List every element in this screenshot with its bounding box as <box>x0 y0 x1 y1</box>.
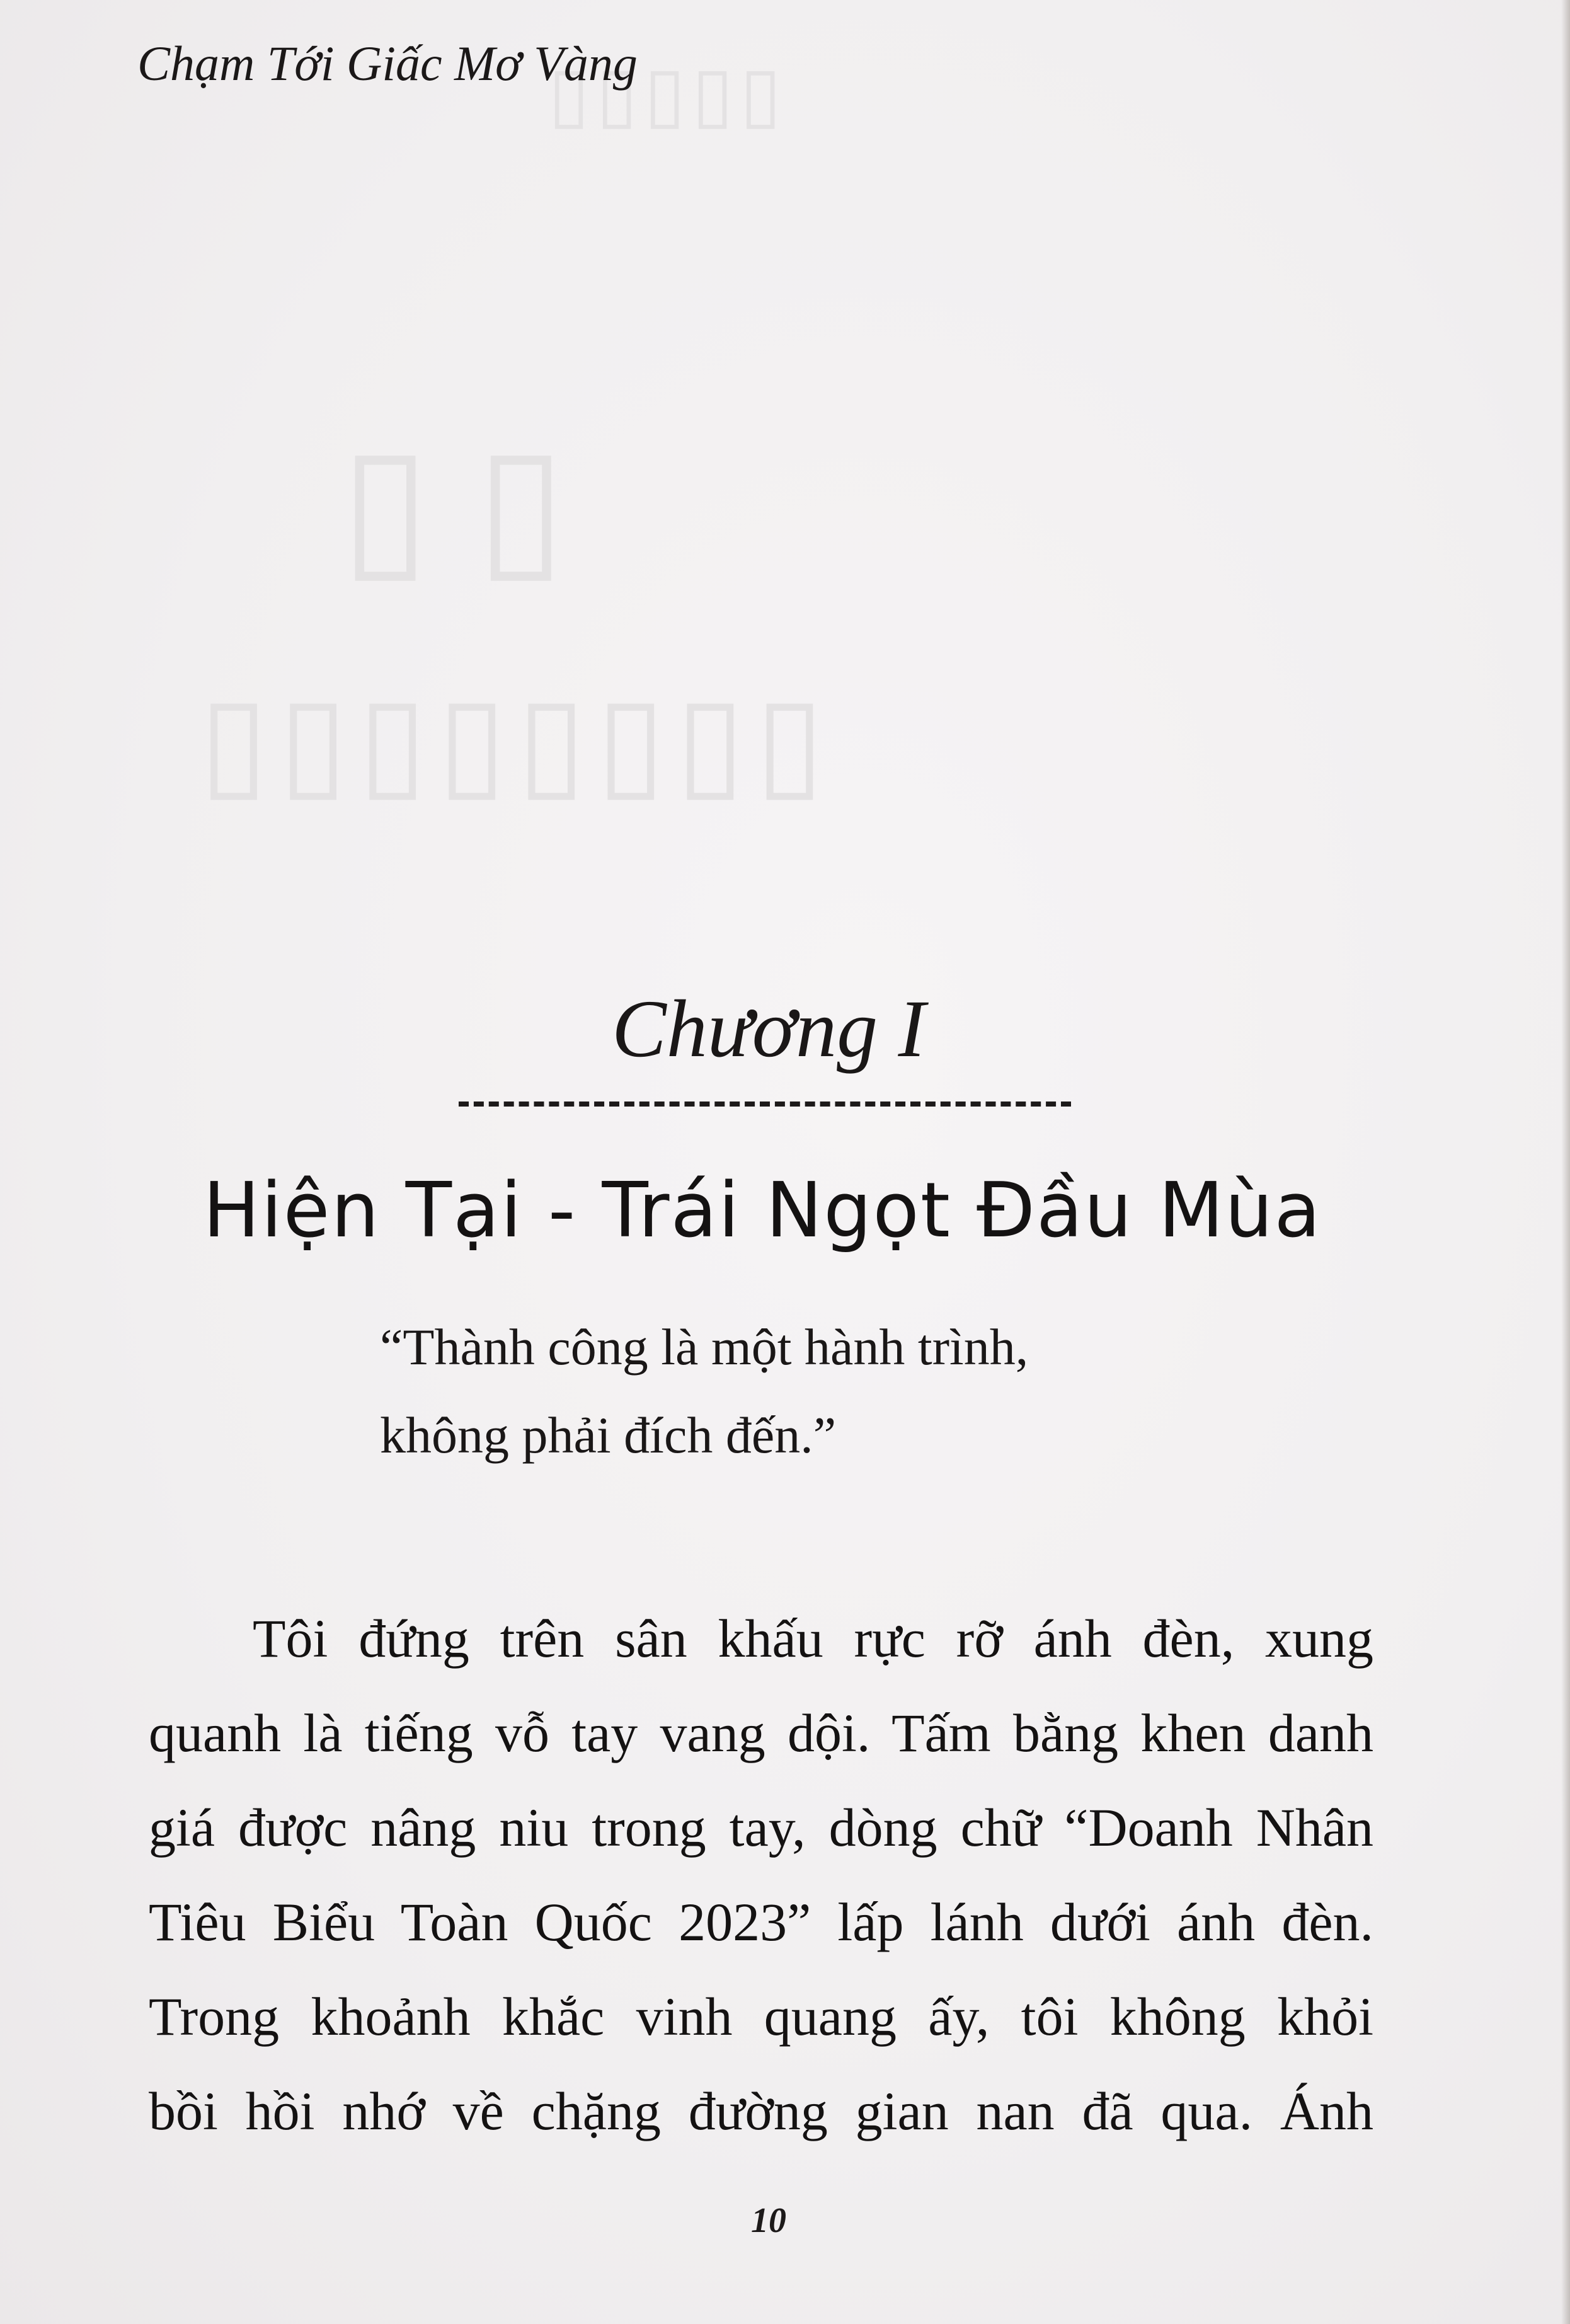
page-number: 10 <box>751 2201 786 2240</box>
show-through-decoration: ▯▯▯▯▯ <box>542 52 782 136</box>
chapter-divider <box>459 1102 1071 1107</box>
body-line: bồi hồi nhớ về chặng đường gian nan đã qua. Ánh <box>149 2081 1373 2141</box>
chapter-title: Hiện Tại - Trái Ngọt Đầu Mùa <box>203 1167 1322 1255</box>
epigraph-line: “Thành công là một hành trình, <box>380 1318 1029 1376</box>
show-through-decoration: ▯ ▯ <box>340 413 566 596</box>
body-line: Trong khoảnh khắc vinh quang ấy, tôi không khỏi <box>149 1986 1373 2047</box>
chapter-label: Chương I <box>612 984 925 1074</box>
body-line: Tôi đứng trên sân khấu rực rỡ ánh đèn, xung <box>253 1608 1373 1669</box>
body-paragraph <box>149 1591 1373 2158</box>
page-edge-shadow <box>1561 0 1570 2324</box>
epigraph <box>380 1303 1028 1480</box>
show-through-decoration: ▯▯▯▯▯▯▯▯ <box>189 671 825 812</box>
body-line: Tiêu Biểu Toàn Quốc 2023” lấp lánh dưới ánh đèn. <box>149 1892 1373 1952</box>
running-head: Chạm Tới Giấc Mơ Vàng <box>137 36 638 91</box>
body-line: giá được nâng niu trong tay, dòng chữ “Doanh Nhân <box>149 1797 1373 1858</box>
body-line: quanh là tiếng vỗ tay vang dội. Tấm bằng khen danh <box>149 1703 1373 1763</box>
epigraph-line: không phải đích đến.” <box>380 1406 837 1464</box>
